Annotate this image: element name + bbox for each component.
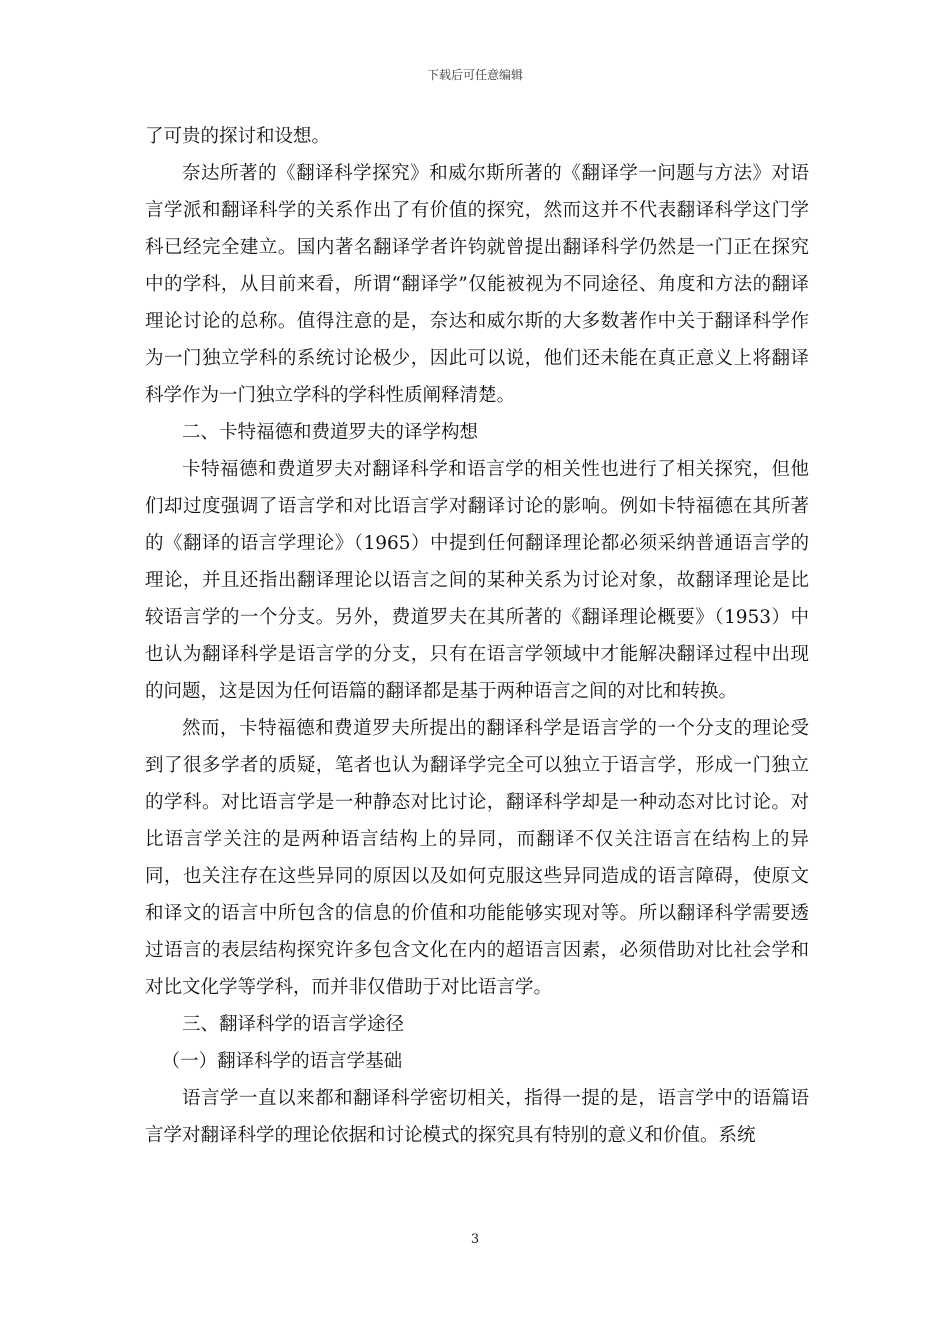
document-body <box>145 118 809 1154</box>
section-heading-3: 三、翻译科学的语言学途径 <box>182 1014 405 1035</box>
paragraph-continuation: 了可贵的探讨和设想。 <box>145 126 331 147</box>
paragraph-linguistic-basis: 语言学一直以来都和翻译科学密切相关，指得一提的是，语言学中的语篇语言学对翻译科学的理论依据和讨论模式的探究具有特别的意义和价值。系统 <box>145 1088 809 1146</box>
page-number: 3 <box>470 1232 480 1247</box>
paragraph-critique: 然而，卡特福德和费道罗夫所提出的翻译科学是语言学的一个分支的理论受到了很多学者的质疑，笔者也认为翻译学完全可以独立于语言学，形成一门独立的学科。对比语言学是一种静态对比讨论，翻译科学却是一种动态对比讨论。对比语言学关注的是两种语言结构上的异同，而翻译不仅关注语言在结构上的异同，也关注存在这些异同的原因以及如何克服这些异同造成的语言障碍，使原文和译文的语言中所包含的信息的价值和功能能够实现对等。所以翻译科学需要透过语言的表层结构探究许多包含文化在内的超语言因素，必须借助对比社会学和对比文化学等学科，而并非仅借助于对比语言学。 <box>145 718 809 998</box>
paragraph-catford-fedorov: 卡特福德和费道罗夫对翻译科学和语言学的相关性也进行了相关探究，但他们却过度强调了语言学和对比语言学对翻译讨论的影响。例如卡特福德在其所著的《翻译的语言学理论》（1965）中提到任何翻译理论都必须采纳普通语言学的理论，并且还指出翻译理论以语言之间的某种关系为讨论对象，故翻译理论是比较语言学的一个分支。另外，费道罗夫在其所著的《翻译理论概要》（1953）中也认为翻译科学是语言学的分支，只有在语言学领域中才能解决翻译过程中出现的问题，这是因为任何语篇的翻译都是基于两种语言之间的对比和转换。 <box>145 459 809 702</box>
paragraph-nida-wilss: 奈达所著的《翻译科学探究》和威尔斯所著的《翻译学一问题与方法》对语言学派和翻译科学的关系作出了有价值的探究，然而这并不代表翻译科学这门学科已经完全建立。国内著名翻译学者许钧就曾提出翻译科学仍然是一门正在探究中的学科，从目前来看，所谓“翻译学”仅能被视为不同途径、角度和方法的翻译理论讨论的总称。值得注意的是，奈达和威尔斯的大多数著作中关于翻译科学作为一门独立学科的系统讨论极少，因此可以说，他们还未能在真正意义上将翻译科学作为一门独立学科的学科性质阐释清楚。 <box>145 163 809 406</box>
subsection-heading-1: （一）翻译科学的语言学基础 <box>161 1051 403 1072</box>
section-heading-2: 二、卡特福德和费道罗夫的译学构想 <box>182 422 479 443</box>
page-header: 下载后可任意编辑 <box>426 68 523 82</box>
